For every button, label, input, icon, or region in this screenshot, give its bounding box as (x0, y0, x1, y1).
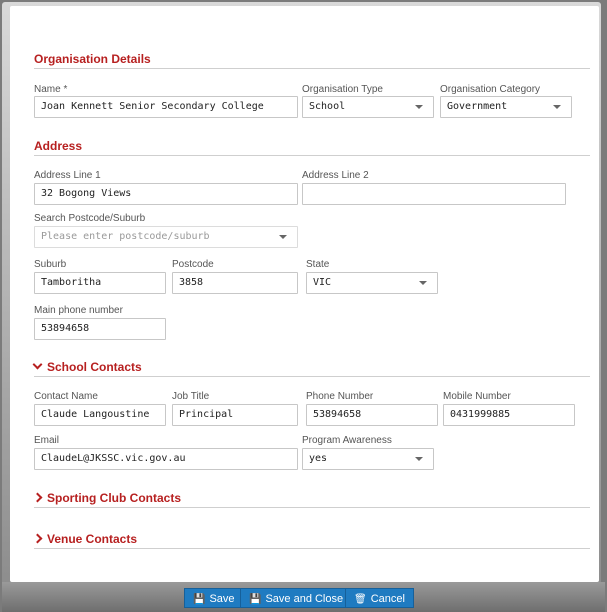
suburb-label: Suburb (34, 259, 67, 270)
phone-number-input[interactable]: 53894658 (306, 404, 438, 426)
phone-number-label: Phone Number (306, 391, 374, 402)
caret-down-icon (279, 235, 287, 239)
window-frame (2, 2, 601, 608)
section-toggle-venue-contacts[interactable] (34, 532, 137, 546)
mobile-number-label: Mobile Number (443, 391, 511, 402)
cancel-button-label: Cancel (370, 593, 405, 605)
caret-down-icon (415, 457, 423, 461)
save-and-close-button-label: Save and Close (265, 593, 344, 605)
trash-icon: 🗑 (354, 594, 367, 605)
section-divider (34, 548, 590, 549)
program-awareness-select[interactable] (302, 448, 434, 470)
organisation-type-select[interactable] (302, 96, 434, 118)
postcode-label: Postcode (172, 259, 214, 270)
main-phone-label: Main phone number (34, 305, 123, 316)
program-awareness-value: yes (309, 453, 328, 464)
contact-name-input[interactable]: Claude Langoustine (34, 404, 166, 426)
main-phone-input[interactable]: 53894658 (34, 318, 166, 340)
section-toggle-school-contacts[interactable] (34, 360, 142, 374)
section-divider (34, 507, 590, 508)
address-line2-label: Address Line 2 (302, 170, 369, 181)
caret-down-icon (419, 281, 427, 285)
caret-down-icon (415, 105, 423, 109)
mobile-number-input[interactable]: 0431999885 (443, 404, 575, 426)
caret-down-icon (553, 105, 561, 109)
email-input[interactable]: ClaudeL@JKSSC.vic.gov.au (34, 448, 298, 470)
address-line1-label: Address Line 1 (34, 170, 101, 181)
state-label: State (306, 259, 330, 270)
floppy-disk-icon: 💾 (249, 594, 262, 605)
form-panel (10, 6, 599, 582)
organisation-category-value: Government (447, 101, 508, 112)
section-divider (34, 155, 590, 156)
chevron-down-icon (33, 360, 43, 370)
section-title-organisation: Organisation Details (34, 52, 151, 66)
chevron-right-icon (33, 534, 43, 544)
job-title-input[interactable]: Principal (172, 404, 298, 426)
save-and-close-button[interactable] (240, 588, 352, 608)
save-button-label: Save (209, 593, 235, 605)
section-title-school-contacts: School Contacts (47, 360, 142, 374)
suburb-input[interactable]: Tamboritha (34, 272, 166, 294)
email-label: Email (34, 435, 60, 446)
floppy-disk-icon: 💾 (193, 594, 206, 605)
program-awareness-label: Program Awareness (302, 435, 392, 446)
name-input[interactable]: Joan Kennett Senior Secondary College (34, 96, 298, 118)
chevron-right-icon (33, 493, 43, 503)
section-toggle-sporting-club-contacts[interactable] (34, 491, 181, 505)
organisation-type-label: Organisation Type (302, 84, 383, 95)
address-line1-input[interactable]: 32 Bogong Views (34, 183, 298, 205)
section-title-address: Address (34, 139, 83, 153)
section-title-sporting-club-contacts: Sporting Club Contacts (47, 491, 181, 505)
organisation-category-label: Organisation Category (440, 84, 541, 95)
organisation-category-select[interactable] (440, 96, 572, 118)
state-value: VIC (313, 277, 332, 288)
state-select[interactable] (306, 272, 438, 294)
address-line2-input[interactable] (302, 183, 566, 205)
name-label: Name * (34, 84, 68, 95)
section-divider (34, 376, 590, 377)
contact-name-label: Contact Name (34, 391, 98, 402)
search-postcode-label: Search Postcode/Suburb (34, 213, 146, 224)
search-postcode-select[interactable] (34, 226, 298, 248)
section-divider (34, 68, 590, 69)
cancel-button[interactable] (345, 588, 414, 608)
section-title-venue-contacts: Venue Contacts (47, 532, 138, 546)
search-postcode-placeholder: Please enter postcode/suburb (41, 231, 210, 242)
save-button[interactable] (184, 588, 244, 608)
postcode-input[interactable]: 3858 (172, 272, 298, 294)
job-title-label: Job Title (172, 391, 210, 402)
organisation-type-value: School (309, 101, 346, 112)
